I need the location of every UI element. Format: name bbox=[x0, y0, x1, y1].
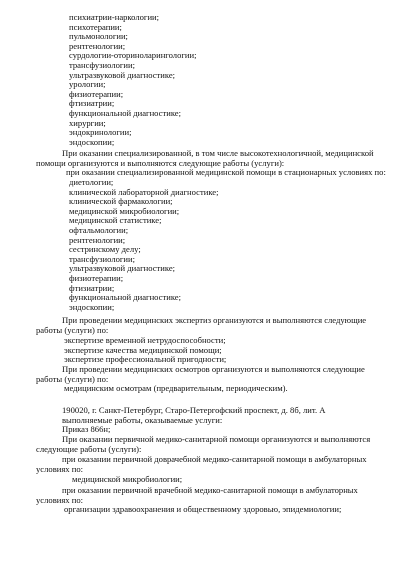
paragraph-primary-care bbox=[0, 435, 410, 515]
list-item: функциональной диагностике; bbox=[69, 293, 182, 303]
paragraph-line: при оказании специализированной медицинской помощи в стационарных условиях по: bbox=[66, 168, 386, 178]
list-item: экспертизе временной нетрудоспособности; bbox=[64, 336, 226, 345]
list-item: эндокринологии; bbox=[69, 128, 132, 138]
paragraph-line: следующие работы (услуги): bbox=[36, 444, 142, 454]
list-item: рентгенологии; bbox=[69, 41, 126, 51]
list-item: организации здравоохранения и общественному здоровью, эпидемиологии; bbox=[64, 505, 342, 515]
paragraph-line: при оказании первичной доврачебной медико-санитарной помощи в амбулаторных bbox=[62, 455, 367, 465]
paragraph-line: работы (услуги) по: bbox=[36, 374, 109, 384]
list-item: физиотерапии; bbox=[69, 273, 124, 283]
list-item: экспертизе качества медицинской помощи; bbox=[64, 345, 222, 355]
list-item: клинической фармакологии; bbox=[69, 197, 173, 207]
list-item: психотерапии; bbox=[69, 22, 122, 32]
paragraph-line: условиях по: bbox=[36, 464, 84, 474]
paragraph-line: при оказании первичной врачебной медико-санитарной помощи в амбулаторных bbox=[62, 485, 358, 495]
list-item: трансфузиологии; bbox=[69, 254, 136, 264]
paragraph-specialized-care bbox=[0, 149, 410, 178]
list-item: экспертизе профессиональной пригодности; bbox=[64, 355, 227, 365]
list-item: трансфузиологии; bbox=[69, 60, 136, 70]
address-subtitle: выполняемые работы, оказываемые услуги: bbox=[62, 415, 223, 425]
list-item: сестринскому делу; bbox=[69, 245, 141, 255]
list-item: психиатрии-наркологии; bbox=[69, 13, 160, 22]
address-line: 190020, г. Санкт-Петербург, Старо-Петергофский проспект, д. 8б, лит. А bbox=[62, 406, 326, 415]
list-item: рентгенологии; bbox=[69, 235, 126, 245]
list-item: диетологии; bbox=[69, 178, 114, 187]
list-item: сурдологии-оториноларингологии; bbox=[69, 51, 197, 61]
list-item: клинической лабораторной диагностике; bbox=[69, 187, 219, 197]
list-item: офтальмологии; bbox=[69, 225, 129, 235]
paragraph-line: При проведении медицинских осмотров организуются и выполняются следующие bbox=[62, 365, 365, 374]
paragraph-line: помощи организуются и выполняются следующие работы (услуги): bbox=[36, 158, 285, 168]
paragraph-line: При проведении медицинских экспертиз организуются и выполняются следующие bbox=[62, 316, 367, 325]
list-item: медицинской статистике; bbox=[69, 216, 162, 226]
list-item: фтизиатрии; bbox=[69, 283, 115, 293]
service-list-c bbox=[0, 336, 410, 365]
paragraph-line: работы (услуги) по: bbox=[36, 325, 109, 335]
paragraph-medical-exams bbox=[0, 365, 410, 394]
list-item: медицинской микробиологии; bbox=[72, 475, 183, 485]
list-item: ультразвуковой диагностике; bbox=[69, 70, 176, 80]
list-item: пульмонологии; bbox=[69, 32, 128, 42]
paragraph-line: условиях по: bbox=[36, 495, 84, 505]
paragraph-expertise bbox=[0, 316, 410, 335]
paragraph-line: При оказании первичной медико-санитарной помощи организуются и выполняются bbox=[62, 435, 371, 444]
list-item: медицинской микробиологии; bbox=[69, 206, 180, 216]
list-item: эндоскопии; bbox=[69, 137, 115, 147]
list-item: ультразвуковой диагностике; bbox=[69, 264, 176, 274]
list-item: эндоскопии; bbox=[69, 302, 115, 312]
list-item: функциональной диагностике; bbox=[69, 108, 182, 118]
service-list-a bbox=[0, 13, 410, 147]
list-item: хирургии; bbox=[69, 118, 106, 128]
list-item: физиотерапии; bbox=[69, 89, 124, 99]
paragraph-line: При оказании специализированной, в том числе высокотехнологичной, медицинской bbox=[62, 149, 374, 158]
order-reference: Приказ 866н; bbox=[62, 425, 111, 435]
list-item: фтизиатрии; bbox=[69, 99, 115, 109]
address-block bbox=[0, 406, 410, 435]
paragraph-line: медицинским осмотрам (предварительным, периодическим). bbox=[64, 384, 288, 394]
service-list-b bbox=[0, 178, 410, 312]
list-item: урологии; bbox=[69, 80, 106, 90]
